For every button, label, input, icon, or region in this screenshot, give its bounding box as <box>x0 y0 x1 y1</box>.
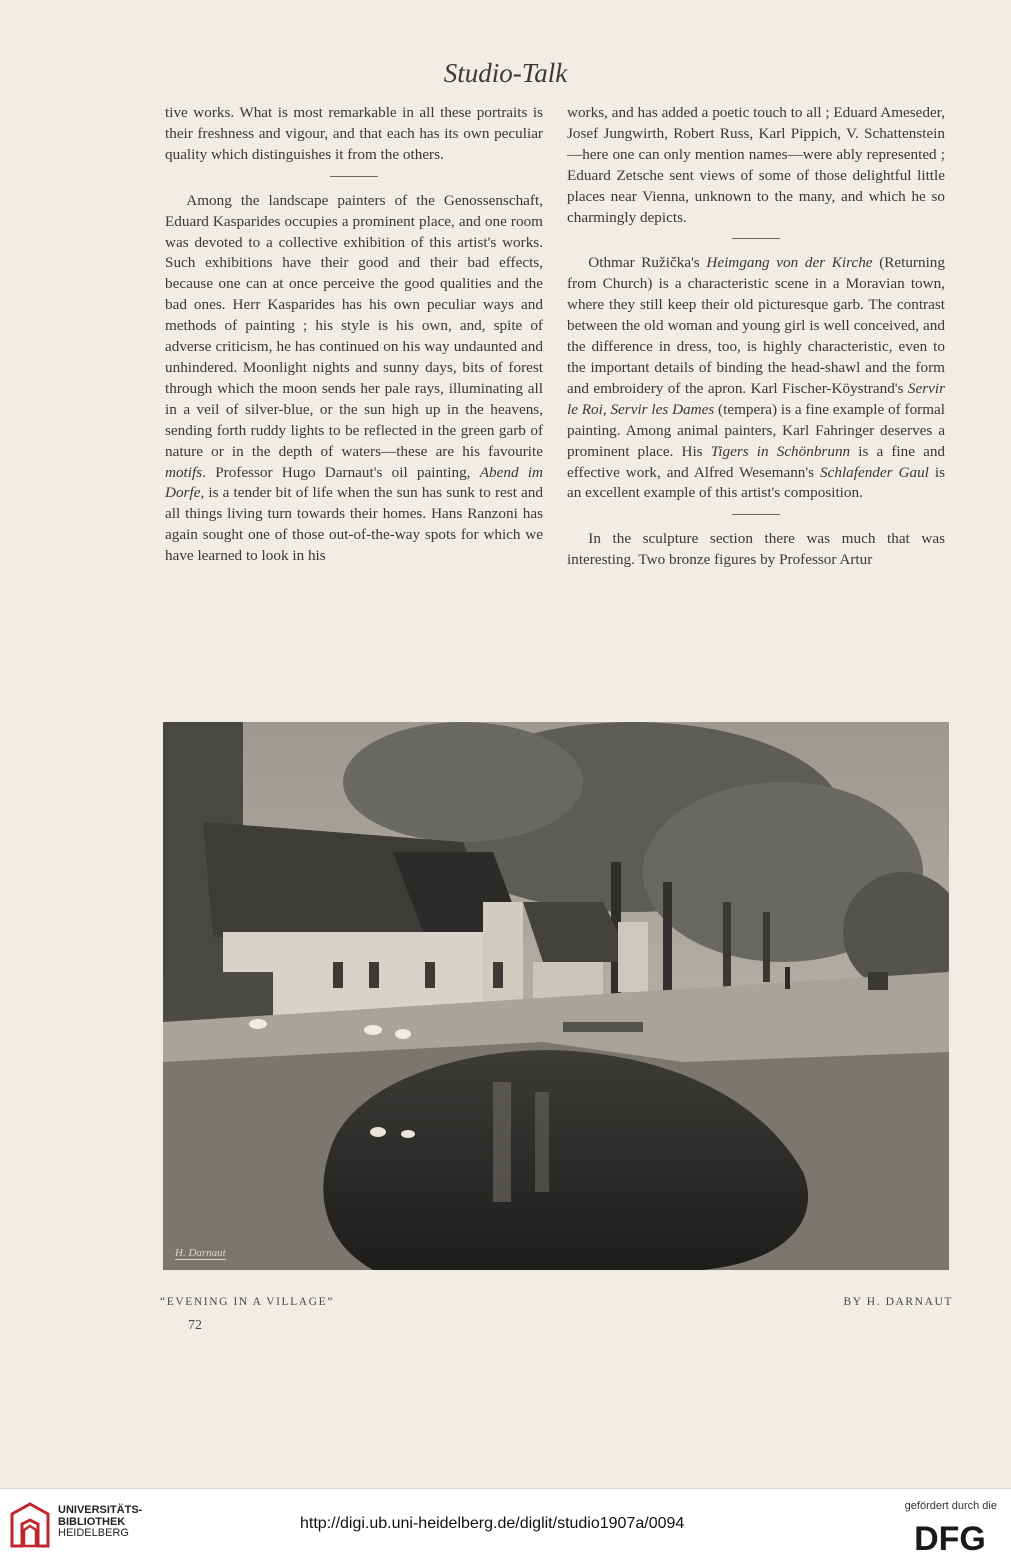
painting-plate <box>163 722 949 1270</box>
sponsor-caption: gefördert durch die <box>904 1500 997 1512</box>
right-paragraph-1: works, and has added a poetic touch to all ; Eduard Ameseder, Josef Jungwirth, Robert Russ, Karl Pippich, V. Schattenstein—here one can only mention names—were ably represented ; Eduard Zetsche sent views of some of those delightful little places near Vienna, unknown to the many, and which he so charmingly depicts. <box>567 104 945 226</box>
artist-signature: H. Darnaut <box>175 1247 226 1259</box>
italic-artwork-title: Schlafender Gaul <box>820 463 929 481</box>
right-paragraph-2: Othmar Ružička's Heimgang von der Kirche (Returning from Church) is a characteristic scene in a Moravian town, where they still keep their old picturesque garb. The contrast between the old woman and young girl is well conceived, and the difference in dress, too, is highly characteristic, even to the important details of binding the head-shawl and the form and embroidery of the apron. Karl Fischer-Köystrand's Servir le Roi, Servir les Dames (tempera) is a fine example of formal painting. Among animal painters, Karl Fahringer deserves a prominent place. His Tigers in Schönbrunn is a fine and effective work, and Alfred Wesemann's Schlafender Gaul is an excellent example of this artist's composition. <box>567 254 946 502</box>
digitization-footer <box>0 1488 1011 1564</box>
library-name: UNIVERSITÄTS- BIBLIOTHEK HEIDELBERG <box>58 1504 143 1539</box>
plate-caption-artist: BY H. DARNAUT <box>843 1296 953 1308</box>
university-library-logo-icon <box>10 1502 50 1548</box>
dfg-logo-icon <box>903 1519 997 1555</box>
source-url-link[interactable]: http://digi.ub.uni-heidelberg.de/diglit/studio1907a/0094 <box>300 1515 685 1532</box>
right-paragraph-3: In the sculpture section there was much that was interesting. Two bronze figures by Professor Artur <box>567 530 945 569</box>
italic-artwork-title: Servir le Roi, Servir les Dames <box>567 379 945 418</box>
italic-motifs: motifs <box>165 463 203 481</box>
dfg-logo-text: DFG <box>914 1520 986 1555</box>
section-divider <box>330 176 378 177</box>
left-column <box>165 103 543 567</box>
running-title: Studio-Talk <box>443 58 568 88</box>
plate-caption-title: “EVENING IN A VILLAGE” <box>160 1296 334 1308</box>
italic-artwork-title: Tigers in Schönbrunn <box>710 442 851 460</box>
italic-artwork-title: Heimgang von der Kirche <box>706 254 873 272</box>
village-painting-illustration <box>163 722 949 1270</box>
italic-artwork-title: Abend im Dorfe <box>165 463 543 502</box>
left-paragraph-1: tive works. What is most remarkable in all these portraits is their freshness and vigour, and that each has its own peculiar quality which distinguishes it from the others. <box>165 104 543 163</box>
section-divider <box>732 238 780 239</box>
right-column <box>567 103 945 571</box>
page-number: 72 <box>188 1318 202 1333</box>
section-divider <box>732 514 780 515</box>
left-paragraph-2: Among the landscape painters of the Genossenschaft, Eduard Kasparides occupies a prominent place, and one room was devoted to a collective exhibition of this artist's works. Such exhibitions have their good and their bad effects, because one can at once perceive the good qualities and the bad ones. Herr Kasparides has his own peculiar ways and methods of painting ; his style is his own, and, spite of adverse criticism, he has continued on his way undaunted and unhindered. Moonlight nights and sunny days, bits of forest through which the moon sends her pale rays, illuminating all in a veil of silver-blue, or the sun high up in the heavens, sending forth ruddy lights to be reflected in the green garb of nature or in the depth of waters—these are his favourite motifs. Professor Hugo Darnaut's oil painting, Abend im Dorfe, is a tender bit of life when the sun has sunk to rest and all things living turn towards their homes. Hans Ranzoni has again sought one of those out-of-the-way spots for which we have learned to look in his <box>165 191 543 565</box>
